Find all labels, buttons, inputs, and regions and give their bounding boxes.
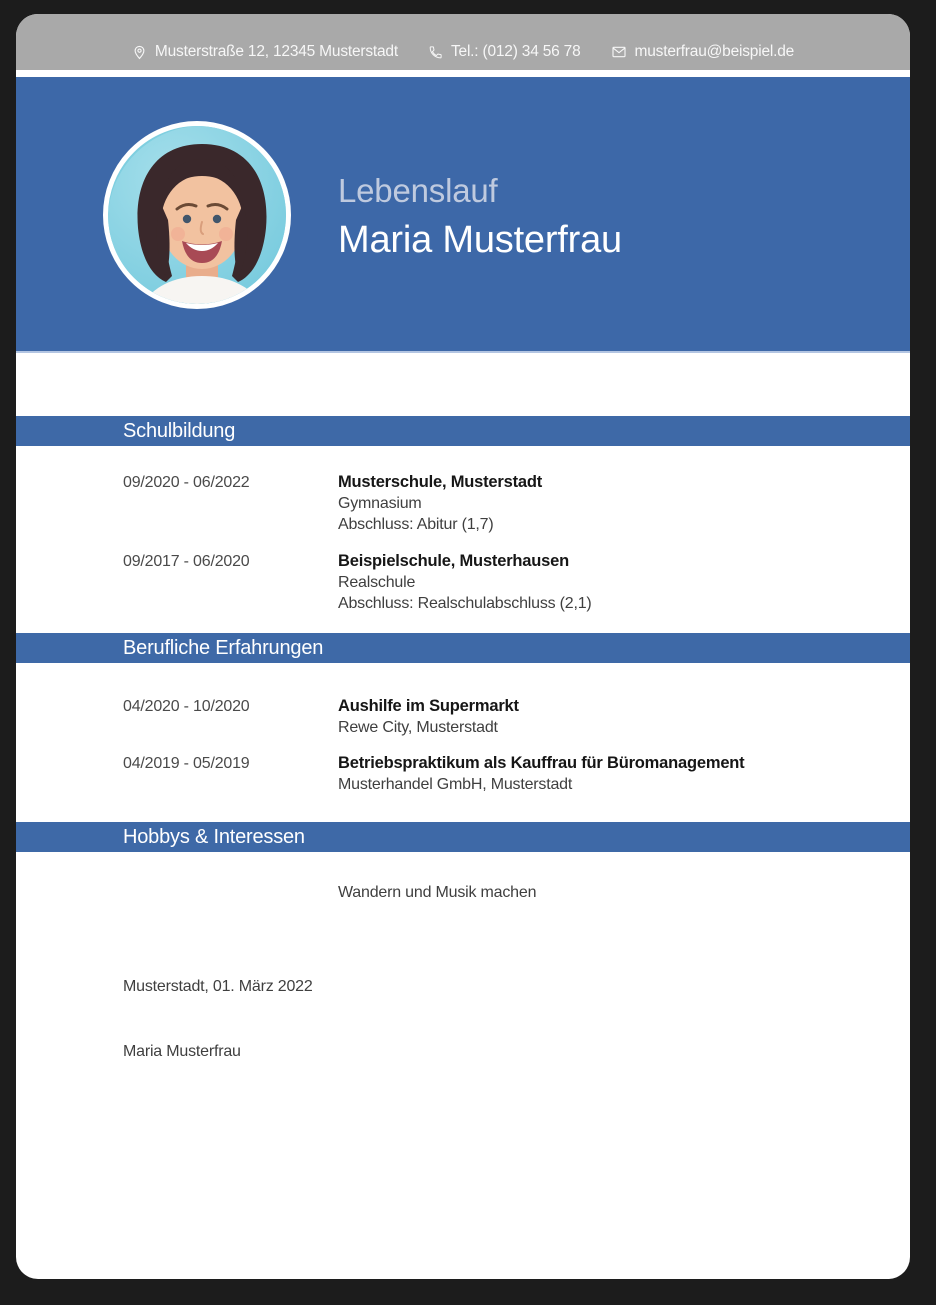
education-entry bbox=[16, 472, 910, 535]
section-header-hobbies: Hobbys & Interessen bbox=[16, 822, 910, 852]
entry-line: Gymnasium bbox=[338, 495, 422, 512]
entry-line: Rewe City, Musterstadt bbox=[338, 719, 498, 736]
entry-line: Abschluss: Abitur (1,7) bbox=[338, 516, 494, 533]
cv-page bbox=[16, 14, 910, 1279]
entry-period: 09/2020 - 06/2022 bbox=[123, 474, 250, 491]
person-name: Maria Musterfrau bbox=[338, 219, 622, 261]
contact-email-text: musterfrau@beispiel.de bbox=[634, 43, 795, 60]
entry-line: Musterhandel GmbH, Musterstadt bbox=[338, 776, 573, 793]
contact-email bbox=[611, 44, 795, 60]
phone-icon bbox=[428, 45, 443, 60]
contact-bar bbox=[16, 14, 910, 70]
section-header-work: Berufliche Erfahrungen bbox=[16, 633, 910, 663]
contact-phone-text: Tel.: (012) 34 56 78 bbox=[450, 43, 581, 60]
hobby-entry bbox=[16, 882, 910, 903]
entry-line: Realschule bbox=[338, 574, 416, 591]
profile-photo bbox=[103, 121, 291, 309]
entry-title: Betriebspraktikum als Kauffrau für Büromanagement bbox=[338, 754, 745, 772]
work-entry bbox=[16, 753, 910, 795]
education-entry bbox=[16, 551, 910, 614]
signature-name: Maria Musterfrau bbox=[123, 1043, 241, 1060]
entry-period: 04/2020 - 10/2020 bbox=[123, 698, 250, 715]
entry-period: 09/2017 - 06/2020 bbox=[123, 553, 250, 570]
work-entry bbox=[16, 696, 910, 738]
contact-address bbox=[132, 44, 398, 60]
section-header-education: Schulbildung bbox=[16, 416, 910, 446]
entry-line: Wandern und Musik machen bbox=[338, 884, 537, 901]
contact-address-text: Musterstraße 12, 12345 Musterstadt bbox=[154, 43, 398, 60]
entry-period: 04/2019 - 05/2019 bbox=[123, 755, 250, 772]
entry-line: Abschluss: Realschulabschluss (2,1) bbox=[338, 595, 592, 612]
contact-phone bbox=[428, 44, 581, 60]
place-and-date: Musterstadt, 01. März 2022 bbox=[123, 978, 313, 995]
hero-banner bbox=[16, 77, 910, 353]
profile-photo-illustration bbox=[108, 126, 291, 309]
email-icon bbox=[611, 44, 627, 60]
entry-title: Musterschule, Musterstadt bbox=[338, 473, 543, 491]
entry-period bbox=[123, 882, 338, 903]
document-title: Lebenslauf bbox=[338, 172, 498, 209]
location-pin-icon bbox=[132, 45, 147, 60]
entry-title: Beispielschule, Musterhausen bbox=[338, 552, 569, 570]
entry-title: Aushilfe im Supermarkt bbox=[338, 697, 519, 715]
